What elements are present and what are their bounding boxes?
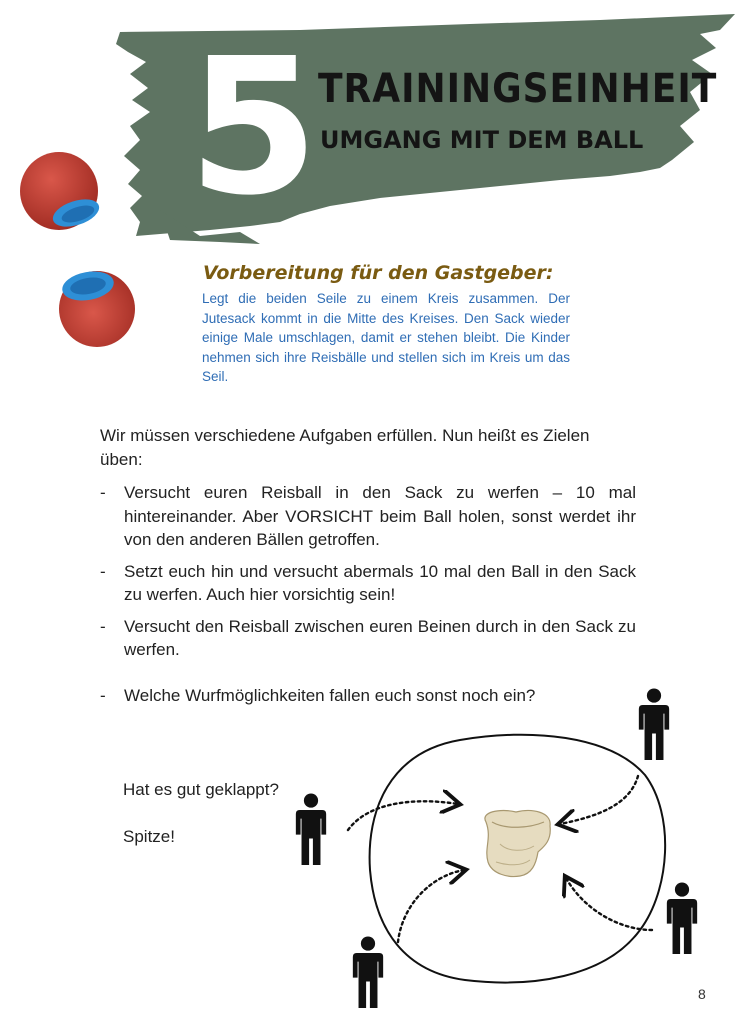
- intro-paragraph: Wir müssen verschiedene Aufgaben erfüllen. Nun heißt es Zielen üben:: [100, 426, 590, 469]
- unit-title: TRAININGSEINHEIT: [318, 66, 718, 112]
- throwing-diagram: [280, 680, 742, 1024]
- bullet-dash: -: [100, 616, 106, 636]
- throw-arrow: [560, 776, 638, 824]
- task-text: Setzt euch hin und versucht abermals 10 mal den Ball in den Sack zu werfen. Auch hier vorsichtig sein!: [124, 561, 636, 604]
- bullet-dash: -: [100, 561, 106, 581]
- task-item: [100, 560, 636, 607]
- answer-text: Spitze!: [123, 827, 175, 846]
- page-number: 8: [698, 986, 706, 1002]
- bullet-dash: -: [100, 685, 106, 705]
- task-text: Versucht den Reisball zwischen euren Beinen durch in den Sack zu werfen.: [124, 616, 636, 659]
- person-icon: [667, 882, 697, 954]
- task-item: [100, 481, 636, 552]
- rice-ball-image-top: [18, 150, 100, 232]
- preparation-heading: Vorbereitung für den Gastgeber:: [203, 262, 554, 284]
- task-item: [100, 615, 636, 662]
- rice-ball-image-bottom: [56, 268, 138, 348]
- jute-sack-image: [485, 810, 550, 876]
- throw-arrow: [566, 878, 652, 930]
- task-text: Welche Wurfmöglichkeiten fallen euch sonst noch ein?: [124, 685, 536, 705]
- header-banner: [0, 0, 742, 250]
- person-icon: [639, 688, 669, 760]
- task-text: Versucht euren Reisball in den Sack zu werfen – 10 mal hintereinander. Aber VORSICHT beim Ball holen, sonst werdet ihr von den anderen Bällen getroffen.: [124, 483, 636, 549]
- question-text: Hat es gut geklappt?: [123, 780, 279, 799]
- throw-arrow: [348, 801, 458, 830]
- preparation-text: Legt die beiden Seile zu einem Kreis zusammen. Der Jutesack kommt in die Mitte des Kreises. Den Sack wieder einige Male umschlagen, damit er stehen bleibt. Die Kinder nehmen sich ihre Reisbälle und stellen sich im Kreis um das Seil.: [202, 291, 570, 384]
- bullet-dash: -: [100, 483, 106, 502]
- person-icon: [353, 936, 383, 1008]
- unit-number: 5: [188, 18, 319, 237]
- person-icon: [296, 793, 326, 865]
- throw-arrow: [398, 870, 464, 942]
- unit-subtitle: UMGANG MIT DEM BALL: [320, 126, 644, 154]
